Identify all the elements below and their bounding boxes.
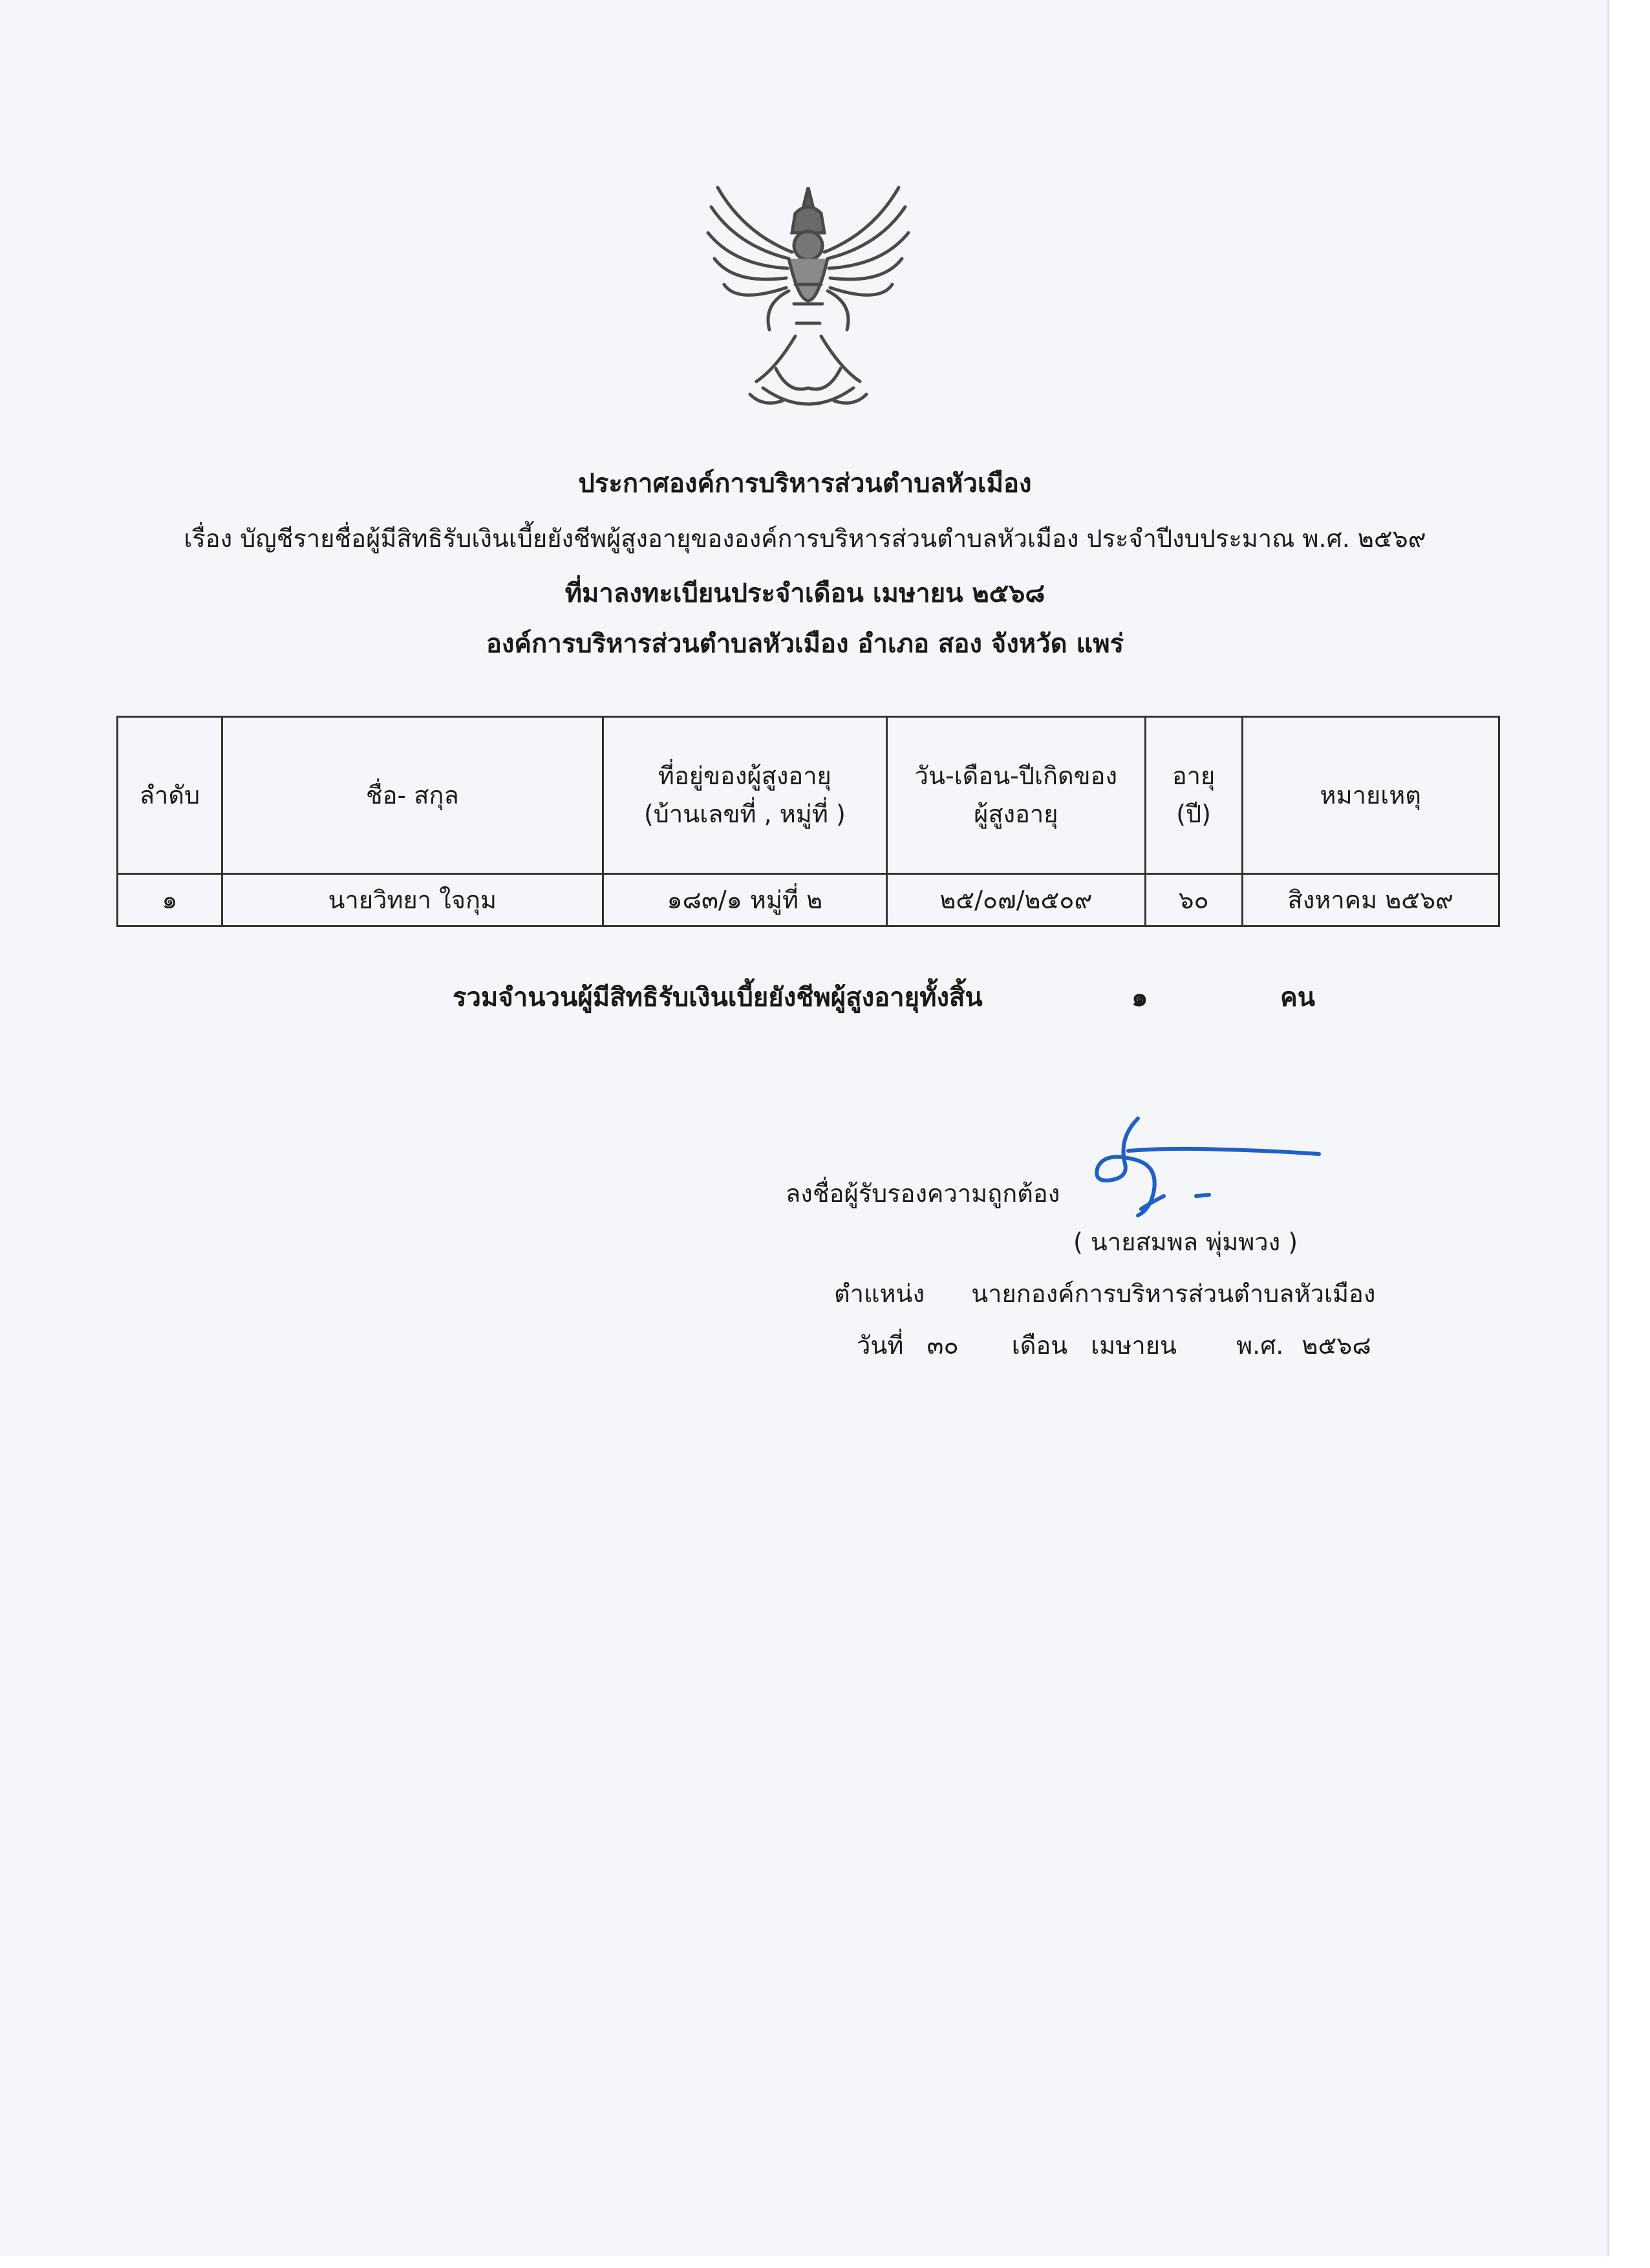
signatory-name: ( นายสมพล พุ่มพวง ) — [1073, 1228, 1298, 1256]
scan-bottom-margin — [0, 2256, 1650, 2268]
column-header-address-line1: ที่อยู่ของผู้สูงอายุ — [658, 762, 831, 791]
date-month-label: เดือน — [1011, 1331, 1068, 1360]
cell-name: นายวิทยา ใจกุม — [222, 874, 603, 926]
table-row — [118, 874, 1499, 926]
announcement-subject: เรื่อง บัญชีรายชื่อผู้มีสิทธิรับเงินเบี้ยยังชีพผู้สูงอายุขององค์การบริหารส่วนตำบลหัวเมือง ประจำปีงบประมาณ พ.ศ. ๒๕๖๙ — [184, 524, 1426, 553]
registration-period: ที่มาลงทะเบียนประจำเดือน เมษายน ๒๕๖๘ — [564, 579, 1045, 608]
column-header-age-line1: อายุ — [1172, 762, 1216, 791]
announcement-title: ประกาศองค์การบริหารส่วนตำบลหัวเมือง — [578, 469, 1032, 498]
date-day-label: วันที่ — [857, 1331, 904, 1360]
column-header-address-line2: (บ้านเลขที่ , หมู่ที่ ) — [643, 800, 846, 828]
column-header-name: ชื่อ- สกุล — [222, 717, 603, 874]
scan-margin — [1610, 0, 1650, 2268]
column-header-age-line2: (ปี) — [1176, 800, 1211, 828]
column-header-birth-line1: วัน-เดือน-ปีเกิดของ — [914, 762, 1117, 791]
date-year: ๒๕๖๘ — [1302, 1331, 1371, 1360]
cell-birth: ๒๕/๐๗/๒๕๐๙ — [887, 874, 1146, 926]
column-header-birth — [887, 717, 1146, 874]
position-label: ตำแหน่ง — [834, 1279, 925, 1308]
cell-address: ๑๘๓/๑ หมู่ที่ ๒ — [603, 874, 886, 926]
cell-age: ๖๐ — [1145, 874, 1242, 926]
organization-location: องค์การบริหารส่วนตำบลหัวเมือง อำเภอ สอง จังหวัด แพร่ — [486, 629, 1124, 659]
position-value: นายกองค์การบริหารส่วนตำบลหัวเมือง — [971, 1279, 1376, 1308]
page-edge — [1607, 0, 1609, 2268]
garuda-emblem-icon — [698, 175, 918, 420]
date-line — [857, 1325, 1371, 1365]
summary-count: ๑ — [1131, 983, 1148, 1012]
column-header-age — [1145, 717, 1242, 874]
column-header-no: ลำดับ — [118, 717, 222, 874]
column-header-address — [603, 717, 886, 874]
column-header-birth-line2: ผู้สูงอายุ — [974, 800, 1058, 828]
date-month: เมษายน — [1091, 1331, 1177, 1360]
date-day: ๓๐ — [927, 1331, 959, 1360]
table-header-row — [118, 717, 1499, 874]
beneficiary-table — [116, 716, 1500, 927]
summary-label: รวมจำนวนผู้มีสิทธิรับเงินเบี้ยยังชีพผู้สูงอายุทั้งสิ้น — [453, 983, 983, 1012]
date-year-label: พ.ศ. — [1236, 1331, 1284, 1360]
summary-unit: คน — [1280, 983, 1316, 1012]
summary-total — [453, 976, 1316, 1018]
cell-remark: สิงหาคม ๒๕๖๙ — [1242, 874, 1499, 926]
column-header-remark: หมายเหตุ — [1242, 717, 1499, 874]
cell-no: ๑ — [118, 874, 222, 926]
signature-label: ลงชื่อผู้รับรองความถูกต้อง — [786, 1179, 1060, 1208]
position-line — [834, 1274, 1375, 1313]
